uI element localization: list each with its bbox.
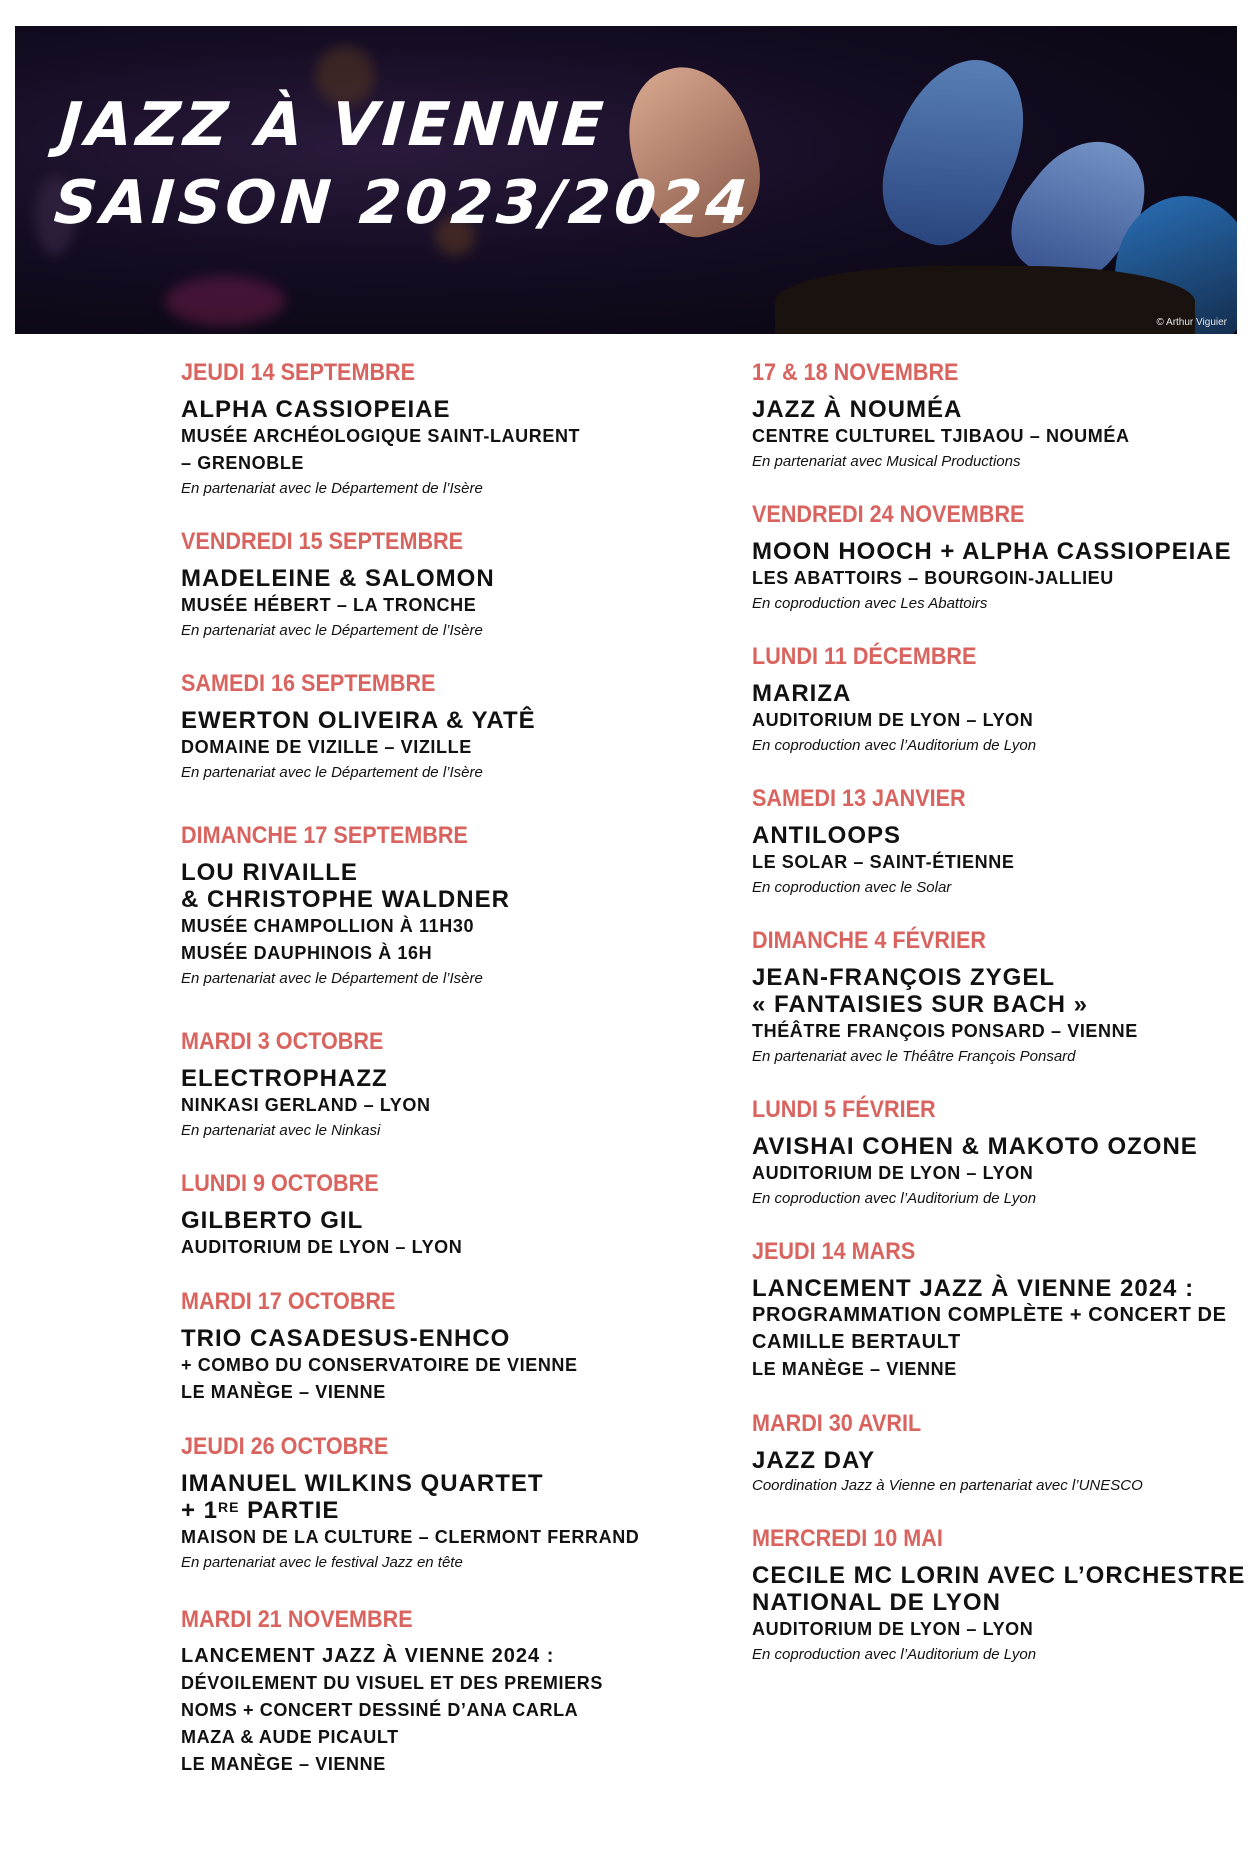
event-note: En partenariat avec le Ninkasi xyxy=(181,1122,381,1139)
event-venue: LE MANÈGE – VIENNE xyxy=(752,1359,957,1379)
schedule-right-column xyxy=(752,358,1246,1667)
event-date: VENDREDI 24 NOVEMBRE xyxy=(752,501,1025,528)
event-title: LOU RIVAILLE xyxy=(181,859,358,886)
event-date: MARDI 30 AVRIL xyxy=(752,1410,922,1437)
event-title-prefix: + 1 xyxy=(181,1497,219,1524)
event-title-suffix: PARTIE xyxy=(239,1497,340,1524)
schedule-left-column xyxy=(181,358,651,1778)
title-line-2: SAISON 2023/2024 xyxy=(51,168,754,238)
event-date: MARDI 3 OCTOBRE xyxy=(181,1028,384,1055)
event-venue: CENTRE CULTUREL TJIBAOU – NOUMÉA xyxy=(752,426,1130,446)
event-venue: THÉÂTRE FRANÇOIS PONSARD – VIENNE xyxy=(752,1021,1138,1041)
event-note: En partenariat avec le festival Jazz en tête xyxy=(181,1554,463,1571)
event-date: LUNDI 11 DÉCEMBRE xyxy=(752,643,977,670)
event-note: En partenariat avec le Département de l’Isère xyxy=(181,622,483,639)
event-venue: MUSÉE HÉBERT – LA TRONCHE xyxy=(181,595,477,615)
event-venue: DOMAINE DE VIZILLE – VIZILLE xyxy=(181,737,472,757)
event-item xyxy=(752,358,1222,474)
event-item xyxy=(181,358,651,501)
event-title: JEAN-FRANÇOIS ZYGEL xyxy=(752,964,1056,991)
event-title: TRIO CASADESUS-ENHCO xyxy=(181,1325,511,1352)
header-banner xyxy=(15,26,1237,334)
event-date: LUNDI 5 FÉVRIER xyxy=(752,1096,936,1123)
event-venue: AUDITORIUM DE LYON – LYON xyxy=(752,1619,1034,1639)
event-title: JAZZ À NOUMÉA xyxy=(752,396,963,423)
crowd-image xyxy=(775,266,1195,334)
event-date: MARDI 21 NOVEMBRE xyxy=(181,1606,413,1633)
event-venue: LES ABATTOIRS – BOURGOIN-JALLIEU xyxy=(752,568,1114,588)
event-date: LUNDI 9 OCTOBRE xyxy=(181,1170,379,1197)
event-title: ALPHA CASSIOPEIAE xyxy=(181,396,451,423)
event-title: MARIZA xyxy=(752,680,852,707)
event-item xyxy=(181,669,651,785)
event-date: MERCREDI 10 MAI xyxy=(752,1525,943,1552)
event-item xyxy=(181,821,651,991)
event-note: En partenariat avec le Département de l’Isère xyxy=(181,970,483,987)
event-item xyxy=(752,1237,1227,1383)
event-date: DIMANCHE 4 FÉVRIER xyxy=(752,927,987,954)
event-title: GILBERTO GIL xyxy=(181,1207,364,1234)
event-item xyxy=(752,926,1222,1069)
event-venue: LE MANÈGE – VIENNE xyxy=(181,1382,386,1402)
event-title-line-2: « FANTAISIES SUR BACH » xyxy=(752,991,1088,1018)
event-venue: MAISON DE LA CULTURE – CLERMONT FERRAND xyxy=(181,1527,640,1547)
event-title: MADELEINE & SALOMON xyxy=(181,565,495,592)
event-item xyxy=(181,1287,651,1406)
event-note: En coproduction avec Les Abattoirs xyxy=(752,595,988,612)
event-title: ANTILOOPS xyxy=(752,822,902,849)
event-title: IMANUEL WILKINS QUARTET xyxy=(181,1470,544,1497)
event-title-superscript: RE xyxy=(218,1499,240,1515)
event-venue: MAZA & AUDE PICAULT xyxy=(181,1727,399,1747)
event-note: En coproduction avec le Solar xyxy=(752,879,952,896)
event-venue: NINKASI GERLAND – LYON xyxy=(181,1095,431,1115)
event-note: En coproduction avec l’Auditorium de Lyon xyxy=(752,1646,1037,1663)
event-item xyxy=(181,1605,651,1778)
event-date: 17 & 18 NOVEMBRE xyxy=(752,359,959,386)
event-title: LANCEMENT JAZZ À VIENNE 2024 : xyxy=(752,1275,1195,1302)
event-title: EWERTON OLIVEIRA & YATÊ xyxy=(181,707,536,734)
event-date: SAMEDI 13 JANVIER xyxy=(752,785,966,812)
event-venue: MUSÉE CHAMPOLLION À 11H30 xyxy=(181,916,475,936)
event-title: ELECTROPHAZZ xyxy=(181,1065,388,1092)
event-item xyxy=(181,527,651,643)
event-date: SAMEDI 16 SEPTEMBRE xyxy=(181,670,436,697)
event-note: En coproduction avec l’Auditorium de Lyon xyxy=(752,737,1037,754)
event-item xyxy=(181,1027,651,1143)
event-note: Coordination Jazz à Vienne en partenariat avec l’UNESCO xyxy=(752,1477,1143,1494)
event-item xyxy=(752,500,1232,616)
event-title-line-2 xyxy=(181,1497,651,1524)
event-title: LANCEMENT JAZZ À VIENNE 2024 : xyxy=(181,1645,555,1667)
event-title: MOON HOOCH + ALPHA CASSIOPEIAE xyxy=(752,538,1232,565)
event-venue: NOMS + CONCERT DESSINÉ D’ANA CARLA xyxy=(181,1700,579,1720)
event-item xyxy=(752,1524,1246,1667)
event-item xyxy=(752,642,1222,758)
event-note: En coproduction avec l’Auditorium de Lyon xyxy=(752,1190,1037,1207)
event-title: JAZZ DAY xyxy=(752,1447,876,1474)
event-item xyxy=(752,1095,1222,1211)
event-date: JEUDI 14 MARS xyxy=(752,1238,916,1265)
event-venue: AUDITORIUM DE LYON – LYON xyxy=(181,1237,463,1257)
event-venue: LE MANÈGE – VIENNE xyxy=(181,1754,386,1774)
event-date: VENDREDI 15 SEPTEMBRE xyxy=(181,528,464,555)
event-venue: DÉVOILEMENT DU VISUEL ET DES PREMIERS xyxy=(181,1673,603,1693)
event-venue: AUDITORIUM DE LYON – LYON xyxy=(752,1163,1034,1183)
event-venue: + COMBO DU CONSERVATOIRE DE VIENNE xyxy=(181,1355,578,1375)
event-title-line-2: NATIONAL DE LYON xyxy=(752,1589,1001,1616)
event-title-line-2: & CHRISTOPHE WALDNER xyxy=(181,886,510,913)
event-item xyxy=(181,1169,651,1261)
event-venue: – GRENOBLE xyxy=(181,453,305,473)
event-venue: MUSÉE ARCHÉOLOGIQUE SAINT-LAURENT xyxy=(181,426,581,446)
event-venue: LE SOLAR – SAINT-ÉTIENNE xyxy=(752,852,1015,872)
event-item xyxy=(181,1432,651,1575)
title-line-1: JAZZ À VIENNE xyxy=(57,90,610,160)
event-venue: PROGRAMMATION COMPLÈTE + CONCERT DE xyxy=(752,1304,1227,1326)
event-venue: CAMILLE BERTAULT xyxy=(752,1331,961,1353)
event-date: JEUDI 26 OCTOBRE xyxy=(181,1433,389,1460)
event-date: MARDI 17 OCTOBRE xyxy=(181,1288,396,1315)
event-title: AVISHAI COHEN & MAKOTO OZONE xyxy=(752,1133,1198,1160)
event-note: En partenariat avec le Département de l’Isère xyxy=(181,480,483,497)
photo-credit: © Arthur Viguier xyxy=(1156,317,1227,328)
event-item xyxy=(752,1409,1222,1498)
event-note: En partenariat avec le Département de l’Isère xyxy=(181,764,483,781)
event-date: DIMANCHE 17 SEPTEMBRE xyxy=(181,822,468,849)
event-note: En partenariat avec le Théâtre François Ponsard xyxy=(752,1048,1076,1065)
event-note: En partenariat avec Musical Productions xyxy=(752,453,1021,470)
event-title: CECILE MC LORIN AVEC L’ORCHESTRE xyxy=(752,1562,1246,1589)
banner-title xyxy=(52,86,760,242)
event-venue: AUDITORIUM DE LYON – LYON xyxy=(752,710,1034,730)
bokeh-light xyxy=(165,276,285,326)
event-item xyxy=(752,784,1222,900)
event-venue: MUSÉE DAUPHINOIS À 16H xyxy=(181,943,433,963)
event-date: JEUDI 14 SEPTEMBRE xyxy=(181,359,416,386)
